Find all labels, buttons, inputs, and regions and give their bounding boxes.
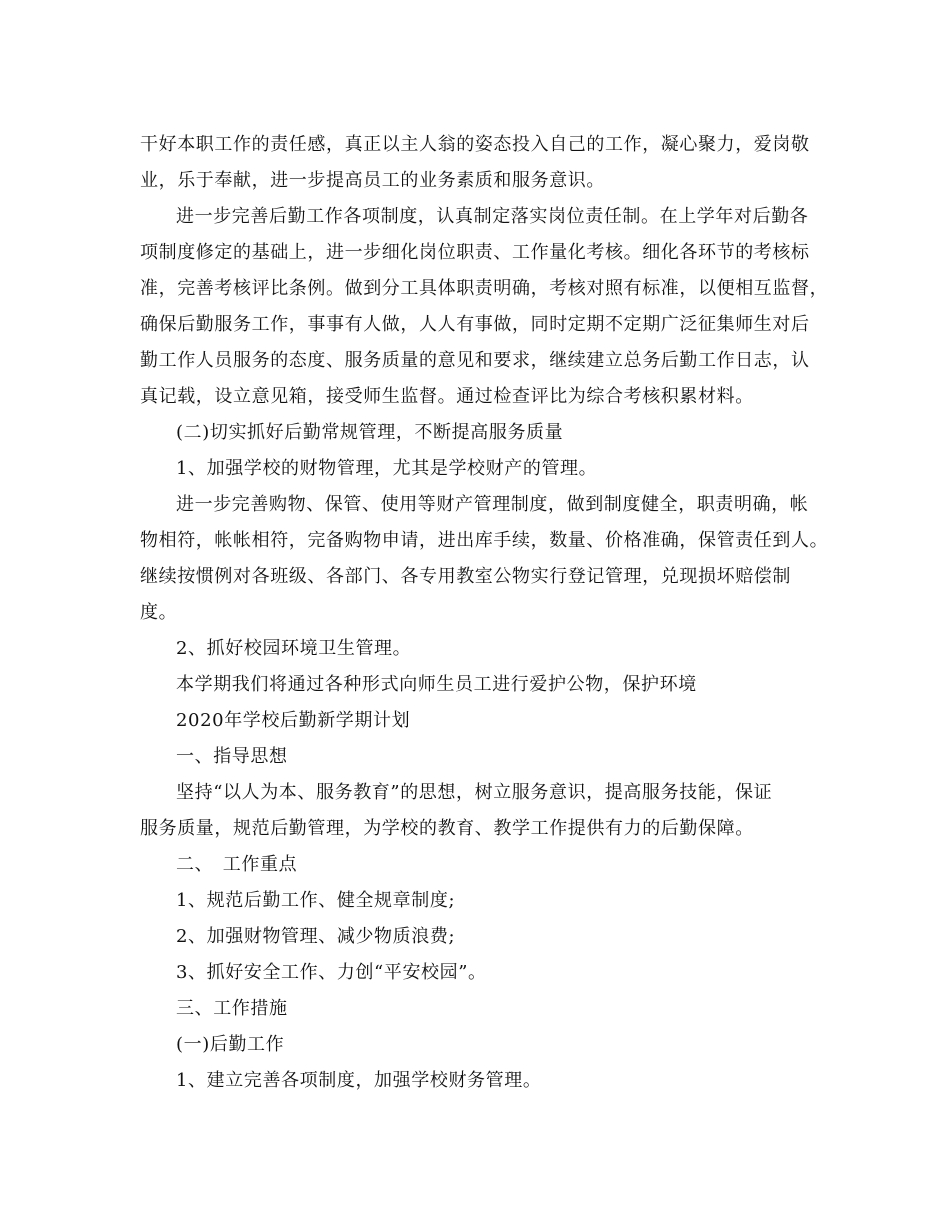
section-heading: (二)切实抓好后勤常规管理，不断提高服务质量 [176,422,564,443]
paragraph-line: 继续按惯例对各班级、各部门、各专用教室公物实行登记管理，兑现损坏赔偿制 [140,566,791,587]
numbered-item: 1、建立完善各项制度，加强学校财务管理。 [176,1070,542,1091]
numbered-item: 1、加强学校的财物管理，尤其是学校财产的管理。 [176,458,598,479]
section-heading: 三、工作措施 [176,998,288,1019]
paragraph-line: 坚持“以人为本、服务教育”的思想，树立服务意识，提高服务技能，保证 [176,782,773,803]
section-heading: 二、 工作重点 [176,854,298,875]
numbered-item: 2、抓好校园环境卫生管理。 [176,638,412,659]
paragraph-line: 本学期我们将通过各种形式向师生员工进行爱护公物，保护环境 [176,674,697,695]
paragraph-line: 勤工作人员服务的态度、服务质量的意见和要求，继续建立总务后勤工作日志，认 [140,350,810,371]
numbered-item: 2、加强财物管理、减少物质浪费; [176,926,456,947]
paragraph-line: 真记载，设立意见箱，接受师生监督。通过检查评比为综合考核积累材料。 [140,386,754,407]
paragraph-line: 进一步完善后勤工作各项制度，认真制定落实岗位责任制。在上学年对后勤各 [176,206,809,227]
paragraph-line: 干好本职工作的责任感，真正以主人翁的姿态投入自己的工作，凝心聚力，爱岗敬 [140,134,810,155]
document-title: 2020年学校后勤新学期计划 [176,710,411,731]
section-heading: 一、指导思想 [176,746,288,767]
paragraph-line: 项制度修定的基础上，进一步细化岗位职责、工作量化考核。细化各环节的考核标 [140,242,810,263]
numbered-item: 1、规范后勤工作、健全规章制度; [176,890,456,911]
paragraph-line: 准，完善考核评比条例。做到分工具体职责明确，考核对照有标准，以便相互监督， [140,278,829,299]
paragraph-line: 物相符，帐帐相符，完备购物申请，进出库手续，数量、价格准确，保管责任到人。 [140,530,829,551]
section-heading: (一)后勤工作 [176,1034,285,1055]
paragraph-line: 业，乐于奉献，进一步提高员工的业务素质和服务意识。 [140,170,605,191]
paragraph-line: 确保后勤服务工作，事事有人做，人人有事做，同时定期不定期广泛征集师生对后 [140,314,810,335]
paragraph-line: 进一步完善购物、保管、使用等财产管理制度，做到制度健全，职责明确，帐 [176,494,809,515]
numbered-item: 3、抓好安全工作、力创“平安校园”。 [176,962,487,983]
paragraph-line: 度。 [140,602,178,623]
paragraph-line: 服务质量，规范后勤管理，为学校的教育、教学工作提供有力的后勤保障。 [140,818,754,839]
